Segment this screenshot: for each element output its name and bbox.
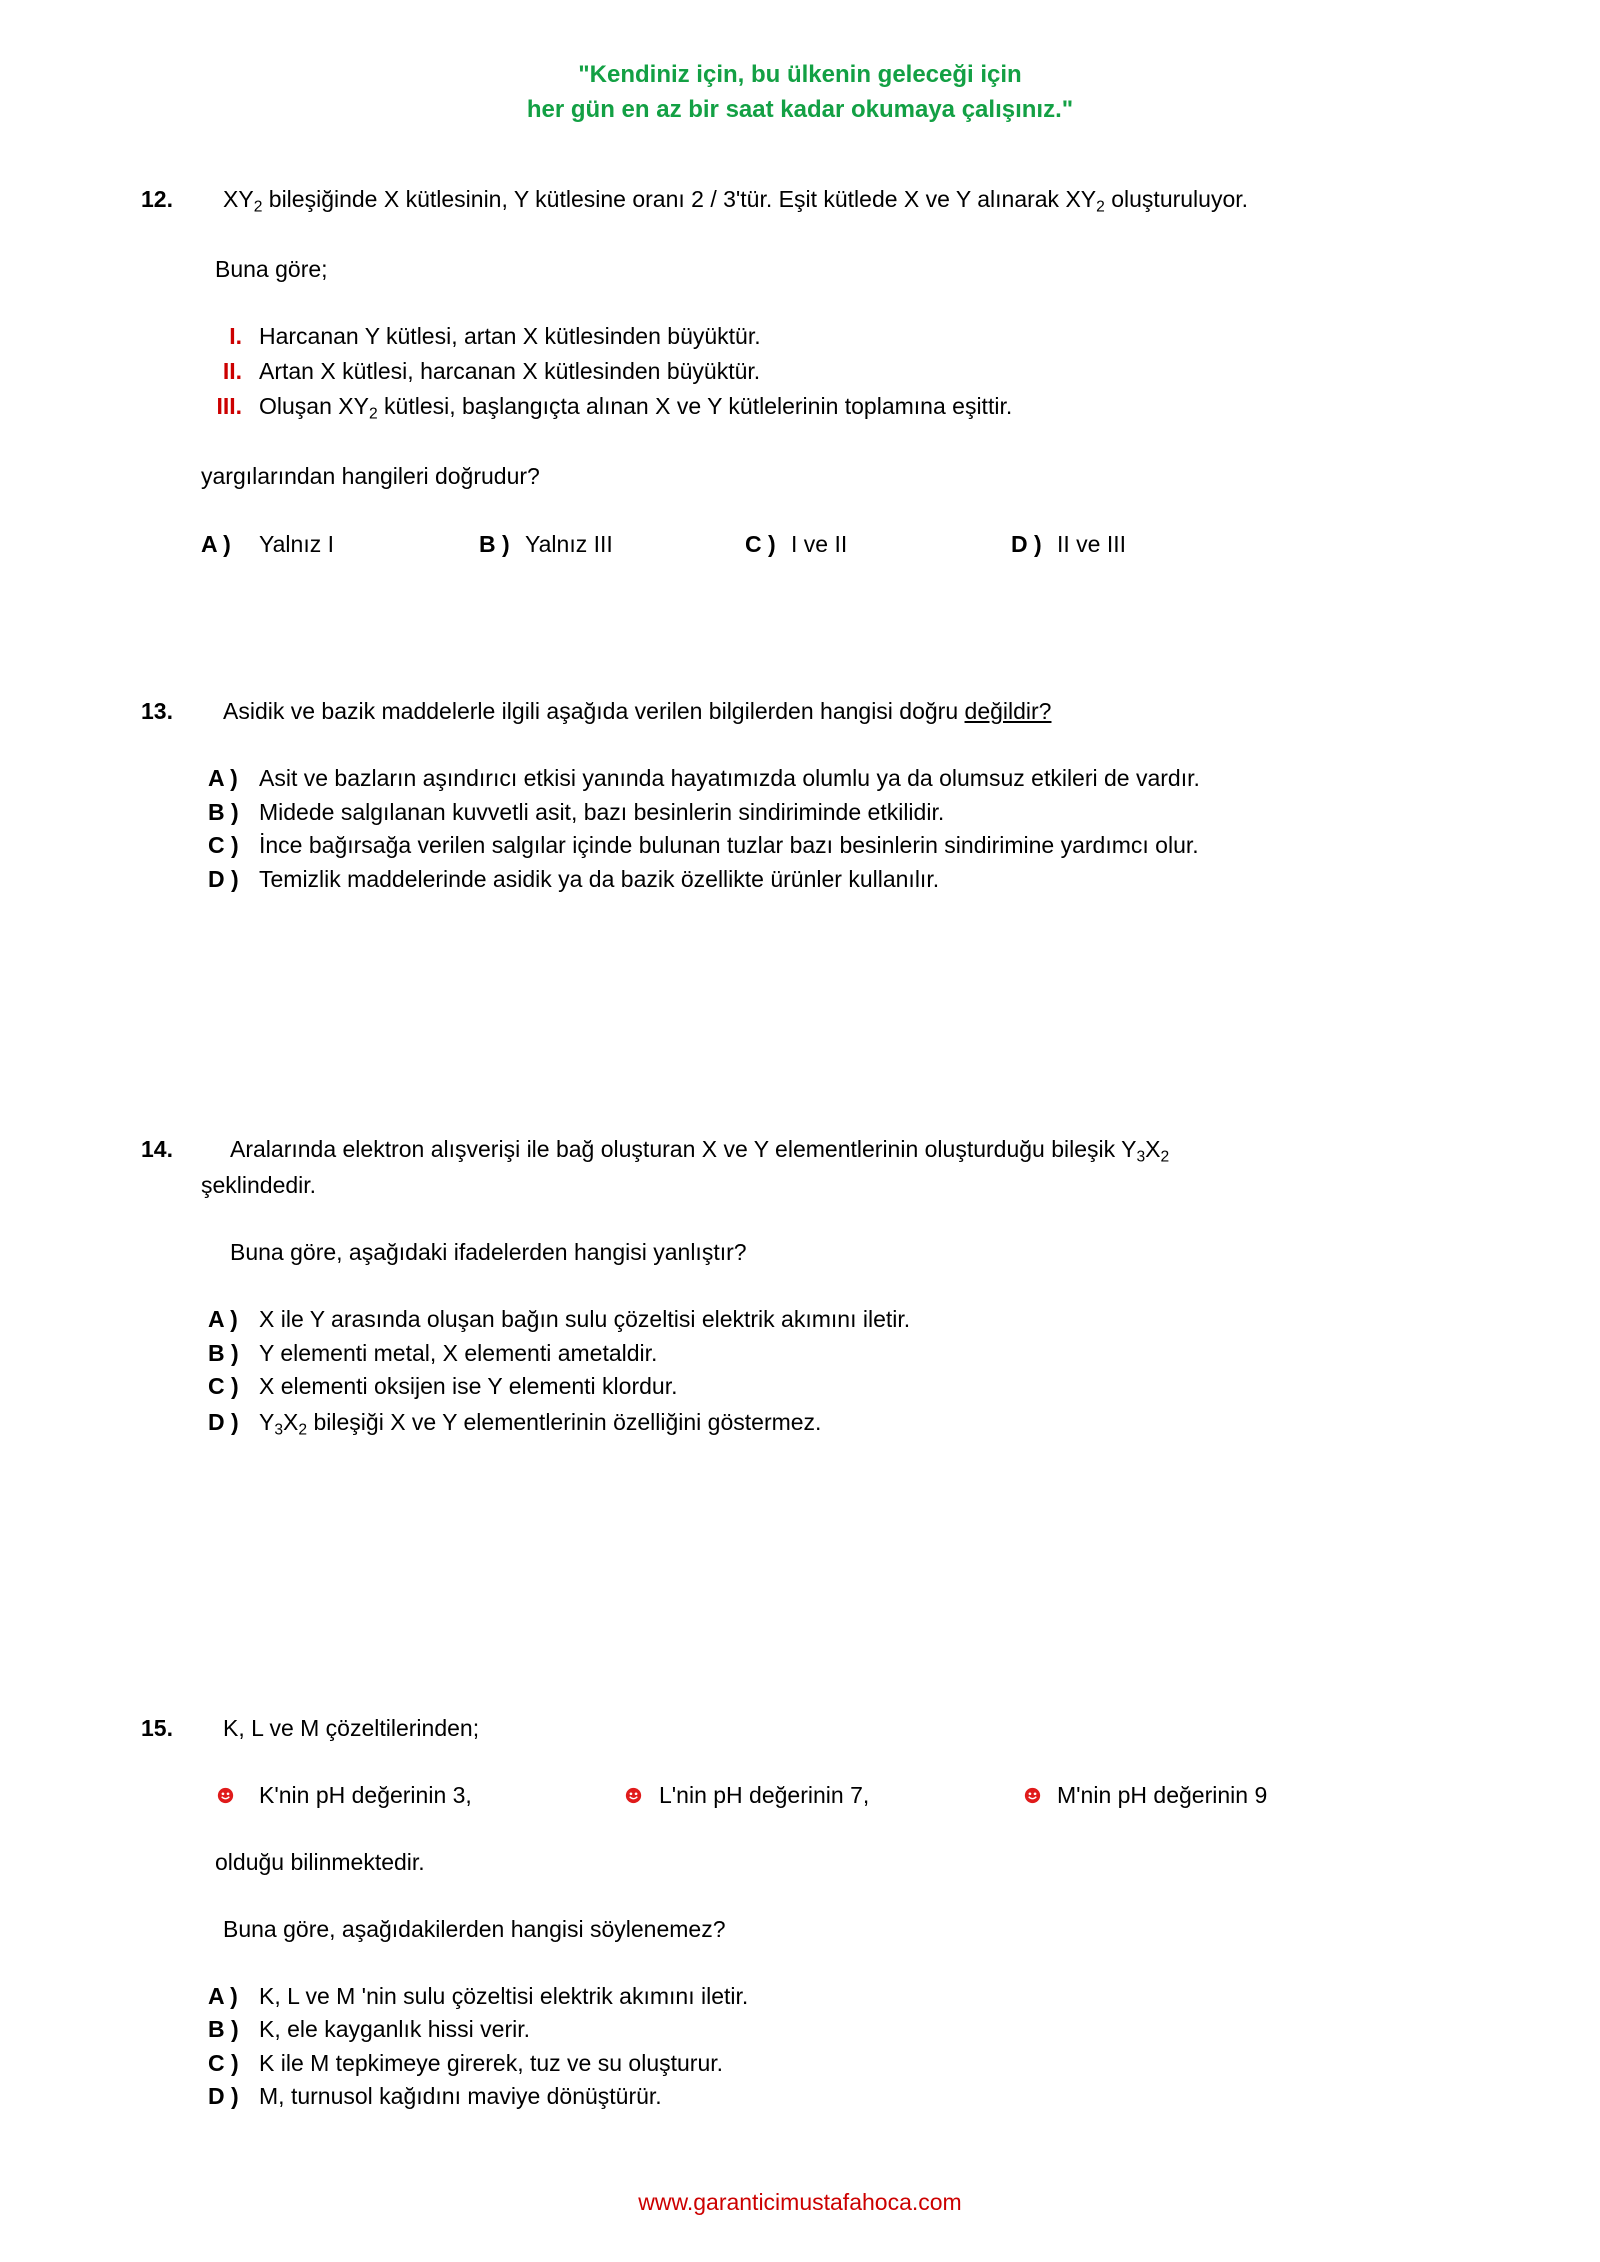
option-text: X elementi oksijen ise Y elementi klordur. <box>259 1373 678 1399</box>
option-text: Temizlik maddelerinde asidik ya da bazik özellikte ürünler kullanılır. <box>259 866 940 892</box>
option-text: K ile M tepkimeye girerek, tuz ve su oluşturur. <box>259 2050 724 2076</box>
option-label: B ) <box>479 531 510 557</box>
smiley-icon <box>625 1787 642 1804</box>
header-quote-line-2: her gün en az bir saat kadar okumaya çalışınız." <box>526 96 1074 123</box>
question-stem: Asidik ve bazik maddelerle ilgili aşağıda verilen bilgilerden hangisi doğru değildir? <box>223 698 1052 724</box>
option-text: İnce bağırsağa verilen salgılar içinde bulunan tuzlar bazı besinlerin sindirimine yardımcı olur. <box>259 832 1199 858</box>
question-number: 12. <box>141 186 173 212</box>
statement-numeral: III. <box>216 393 242 419</box>
fact-item: M'nin pH değerinin 9 <box>1057 1782 1268 1808</box>
option-label: A ) <box>208 765 238 791</box>
option-label: C ) <box>208 1373 239 1399</box>
option-text: Asit ve bazların aşındırıcı etkisi yanında hayatımızda olumlu ya da olumsuz etkileri de vardır. <box>259 765 1200 791</box>
option-text: Midede salgılanan kuvvetli asit, bazı besinlerin sindiriminde etkilidir. <box>259 799 945 825</box>
fact-item: L'nin pH değerinin 7, <box>659 1782 870 1808</box>
option-text: II ve III <box>1057 531 1127 557</box>
option-label: C ) <box>208 832 239 858</box>
question-lead: Buna göre, aşağıdaki ifadelerden hangisi yanlıştır? <box>230 1239 747 1265</box>
question-prompt: yargılarından hangileri doğrudur? <box>201 463 540 489</box>
option-text: K, L ve M 'nin sulu çözeltisi elektrik akımını iletir. <box>259 1983 749 2009</box>
option-label: A ) <box>208 1306 238 1332</box>
smiley-icon <box>1024 1787 1041 1804</box>
statement-text: Harcanan Y kütlesi, artan X kütlesinden büyüktür. <box>259 323 761 349</box>
question-number: 14. <box>141 1136 173 1162</box>
option-text: I ve II <box>791 531 848 557</box>
option-label: C ) <box>208 2050 239 2076</box>
footer-url: www.garanticimustafahoca.com <box>638 2189 962 2215</box>
fact-item: K'nin pH değerinin 3, <box>259 1782 472 1808</box>
option-label: C ) <box>745 531 776 557</box>
option-text: M, turnusol kağıdını maviye dönüştürür. <box>259 2083 662 2109</box>
statement-numeral: I. <box>229 323 242 349</box>
question-stem-continued: olduğu bilinmektedir. <box>215 1849 425 1875</box>
question-number: 15. <box>141 1715 173 1741</box>
option-label: D ) <box>208 2083 239 2109</box>
subscript: 2 <box>368 405 378 423</box>
option-label: D ) <box>1011 531 1042 557</box>
option-label: A ) <box>201 531 231 557</box>
option-label: A ) <box>208 1983 238 2009</box>
stem-text: XY <box>223 186 254 212</box>
question-stem <box>223 184 1248 214</box>
option-text: K, ele kayganlık hissi verir. <box>259 2016 531 2042</box>
question-number: 13. <box>141 698 173 724</box>
subscript: 2 <box>1160 1148 1170 1166</box>
statement-numeral: II. <box>222 358 242 384</box>
subscript: 3 <box>274 1421 284 1439</box>
smiley-icon <box>217 1787 234 1804</box>
stem-text: oluşturuluyor. <box>1104 186 1249 212</box>
option-text: $Y_3X_2$ bileşiği X ve Y elementlerinin özelliğini göstermez. <box>259 1409 822 1439</box>
subscript: 2 <box>253 198 263 216</box>
option-label: D ) <box>208 1409 239 1435</box>
option-text: Yalnız III <box>525 531 613 557</box>
question-stem: K, L ve M çözeltilerinden; <box>223 1715 480 1741</box>
question-stem-continued: şeklindedir. <box>201 1172 317 1198</box>
subscript: 2 <box>1096 198 1105 216</box>
statement-text: Oluşan $XY_2$ kütlesi, başlangıçta alınan X ve Y kütlelerinin toplamına eşittir. <box>259 393 1013 423</box>
option-label: B ) <box>208 2016 239 2042</box>
question-lead: Buna göre, aşağıdakilerden hangisi söylenemez? <box>223 1916 726 1942</box>
option-text: Yalnız I <box>259 531 334 557</box>
option-text: X ile Y arasında oluşan bağın sulu çözeltisi elektrik akımını iletir. <box>259 1306 911 1332</box>
option-label: D ) <box>208 866 239 892</box>
subscript: 2 <box>298 1421 308 1439</box>
stem-text: bileşiğinde X kütlesinin, Y kütlesine oranı 2 / 3'tür. Eşit kütlede X ve Y alınarak XY <box>262 186 1097 212</box>
underlined-keyword: değildir? <box>964 698 1052 724</box>
header-quote-line-1: "Kendiniz için, bu ülkenin geleceği için <box>578 61 1022 88</box>
option-text: Y elementi metal, X elementi ametaldir. <box>259 1340 658 1366</box>
option-label: B ) <box>208 1340 239 1366</box>
subscript: 3 <box>1136 1148 1146 1166</box>
statement-text: Artan X kütlesi, harcanan X kütlesinden büyüktür. <box>259 358 761 384</box>
option-label: B ) <box>208 799 239 825</box>
question-stem: Aralarında elektron alışverişi ile bağ oluşturan X ve Y elementlerinin oluşturduğu bileşik $Y_3X_2$ <box>230 1136 1170 1166</box>
question-lead: Buna göre; <box>215 256 328 282</box>
